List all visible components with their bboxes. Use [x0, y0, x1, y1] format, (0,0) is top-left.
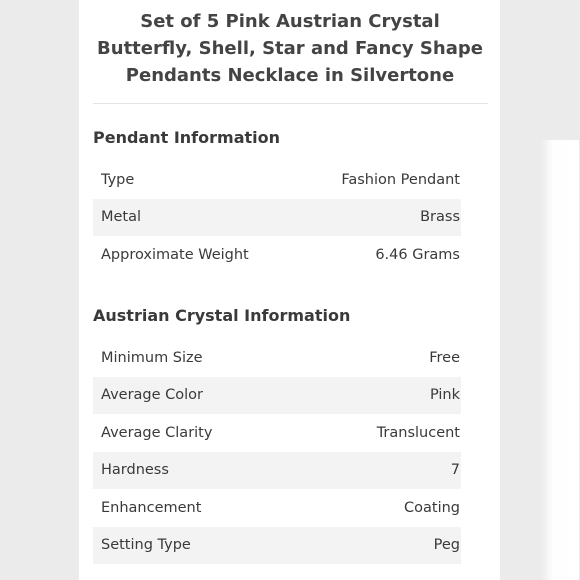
spec-value: 7 [450, 462, 460, 479]
product-title: Set of 5 Pink Austrian Crystal Butterfly, Shell, Star and Fancy Shape Pendants Necklace in Silvertone [97, 11, 483, 86]
spec-label: Enhancement [101, 499, 202, 516]
spec-value: 6.46 Grams [375, 246, 460, 263]
table-row [93, 414, 461, 452]
spec-label: Type [101, 171, 135, 188]
spec-label: Average Clarity [101, 424, 213, 441]
spec-label: Minimum Size [101, 349, 203, 366]
pendant-information-heading: Pendant Information [93, 128, 280, 147]
table-row [93, 161, 461, 199]
table-row [93, 489, 461, 527]
spec-value: Fashion Pendant [341, 171, 460, 188]
spec-label: Approximate Weight [101, 246, 249, 263]
table-row [93, 527, 461, 565]
table-row [93, 339, 461, 377]
spec-label: Average Color [101, 387, 204, 404]
spec-value: Free [429, 349, 460, 366]
product-details-panel [79, 0, 500, 580]
spec-label: Metal [101, 209, 142, 226]
spec-label: Hardness [101, 462, 169, 479]
table-row [93, 377, 461, 415]
pendant-information-table [93, 161, 461, 274]
table-row [93, 452, 461, 490]
crystal-information-heading: Austrian Crystal Information [93, 306, 351, 325]
spec-value: Pink [429, 387, 460, 404]
spec-label: Setting Type [101, 537, 191, 554]
spec-value: Brass [420, 209, 460, 226]
crystal-information-table [93, 339, 461, 564]
spec-value: Coating [404, 499, 460, 516]
right-edge-fade [541, 140, 579, 580]
table-row [93, 199, 461, 237]
spec-value: Peg [433, 537, 460, 554]
table-row [93, 236, 461, 274]
spec-value: Translucent [376, 424, 460, 441]
title-divider [93, 103, 488, 104]
